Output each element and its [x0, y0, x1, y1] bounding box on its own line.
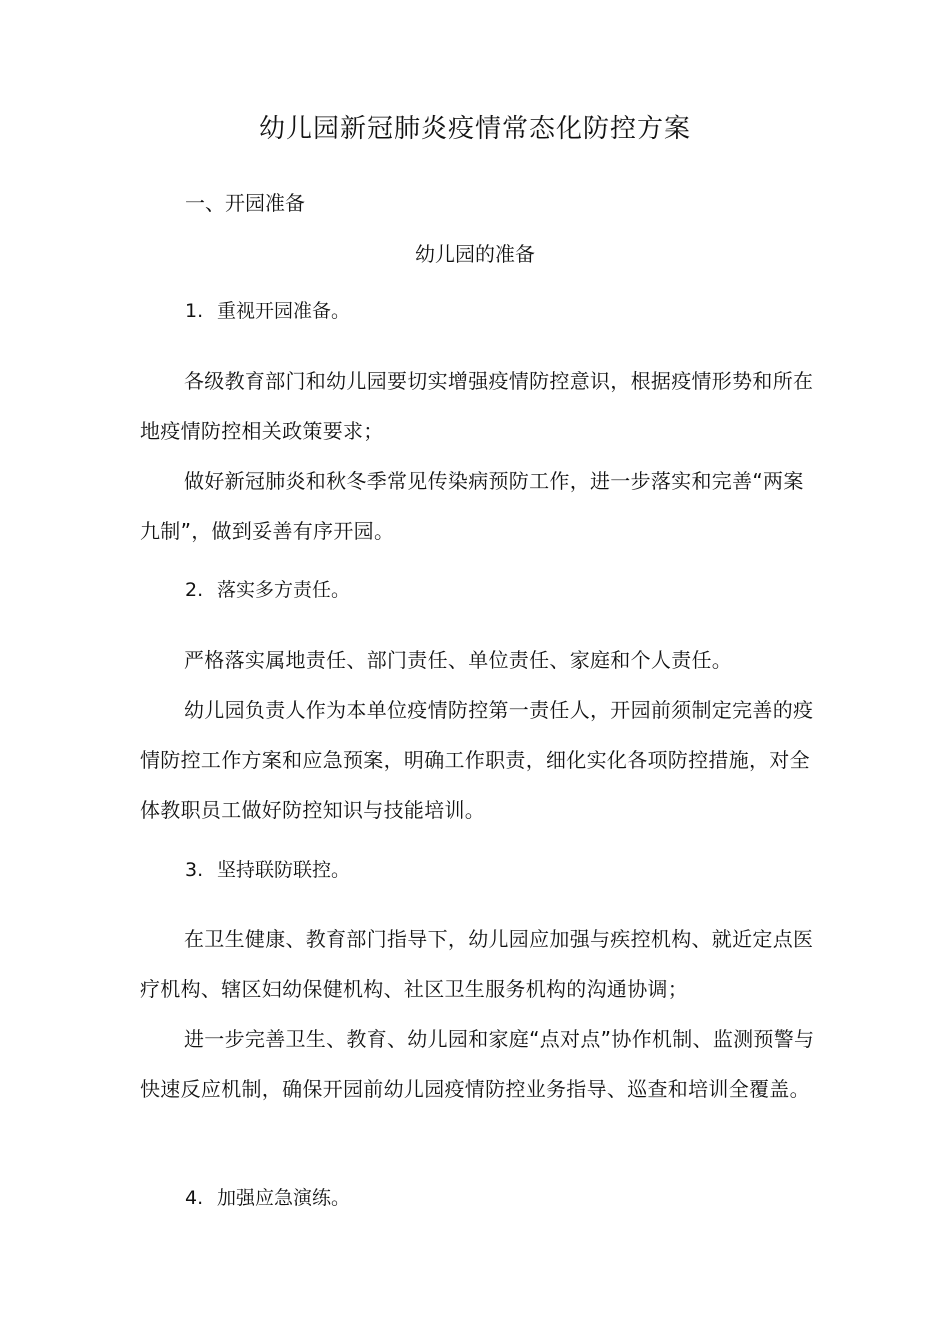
list-item-number: 4.	[185, 1187, 204, 1209]
list-item-1	[185, 296, 350, 323]
list-item-2	[185, 575, 350, 602]
paragraph: 做好新冠肺炎和秋冬季常见传染病预防工作，进一步落实和完善“两案九制”，做到妥善有序开园。	[140, 469, 804, 543]
list-item-3	[185, 855, 350, 882]
list-item-number: 3.	[185, 859, 204, 881]
paragraph: 各级教育部门和幼儿园要切实增强疫情防控意识，根据疫情形势和所在地疫情防控相关政策要求；	[140, 369, 814, 443]
list-item-text: 加强应急演练。	[217, 1187, 351, 1209]
list-item-number: 2.	[185, 579, 204, 601]
paragraph: 进一步完善卫生、教育、幼儿园和家庭“点对点”协作机制、监测预警与快速反应机制，确保开园前幼儿园疫情防控业务指导、巡查和培训全覆盖。	[140, 1027, 815, 1101]
list-item-number: 1.	[185, 300, 204, 322]
list-item-text: 落实多方责任。	[217, 579, 351, 601]
paragraph: 幼儿园负责人作为本单位疫情防控第一责任人，开园前须制定完善的疫情防控工作方案和应急预案，明确工作职责，细化实化各项防控措施，对全体教职员工做好防控知识与技能培训。	[140, 698, 814, 822]
list-item-text: 坚持联防联控。	[217, 859, 351, 881]
list-item-4	[185, 1183, 350, 1210]
list-item-text: 重视开园准备。	[217, 300, 351, 322]
document-title: 幼儿园新冠肺炎疫情常态化防控方案	[258, 114, 691, 144]
paragraph: 严格落实属地责任、部门责任、单位责任、家庭和个人责任。	[184, 648, 733, 672]
section-heading: 一、开园准备	[185, 191, 305, 215]
sub-heading: 幼儿园的准备	[415, 242, 535, 266]
paragraph: 在卫生健康、教育部门指导下，幼儿园应加强与疾控机构、就近定点医疗机构、辖区妇幼保健机构、社区卫生服务机构的沟通协调；	[140, 927, 814, 1001]
